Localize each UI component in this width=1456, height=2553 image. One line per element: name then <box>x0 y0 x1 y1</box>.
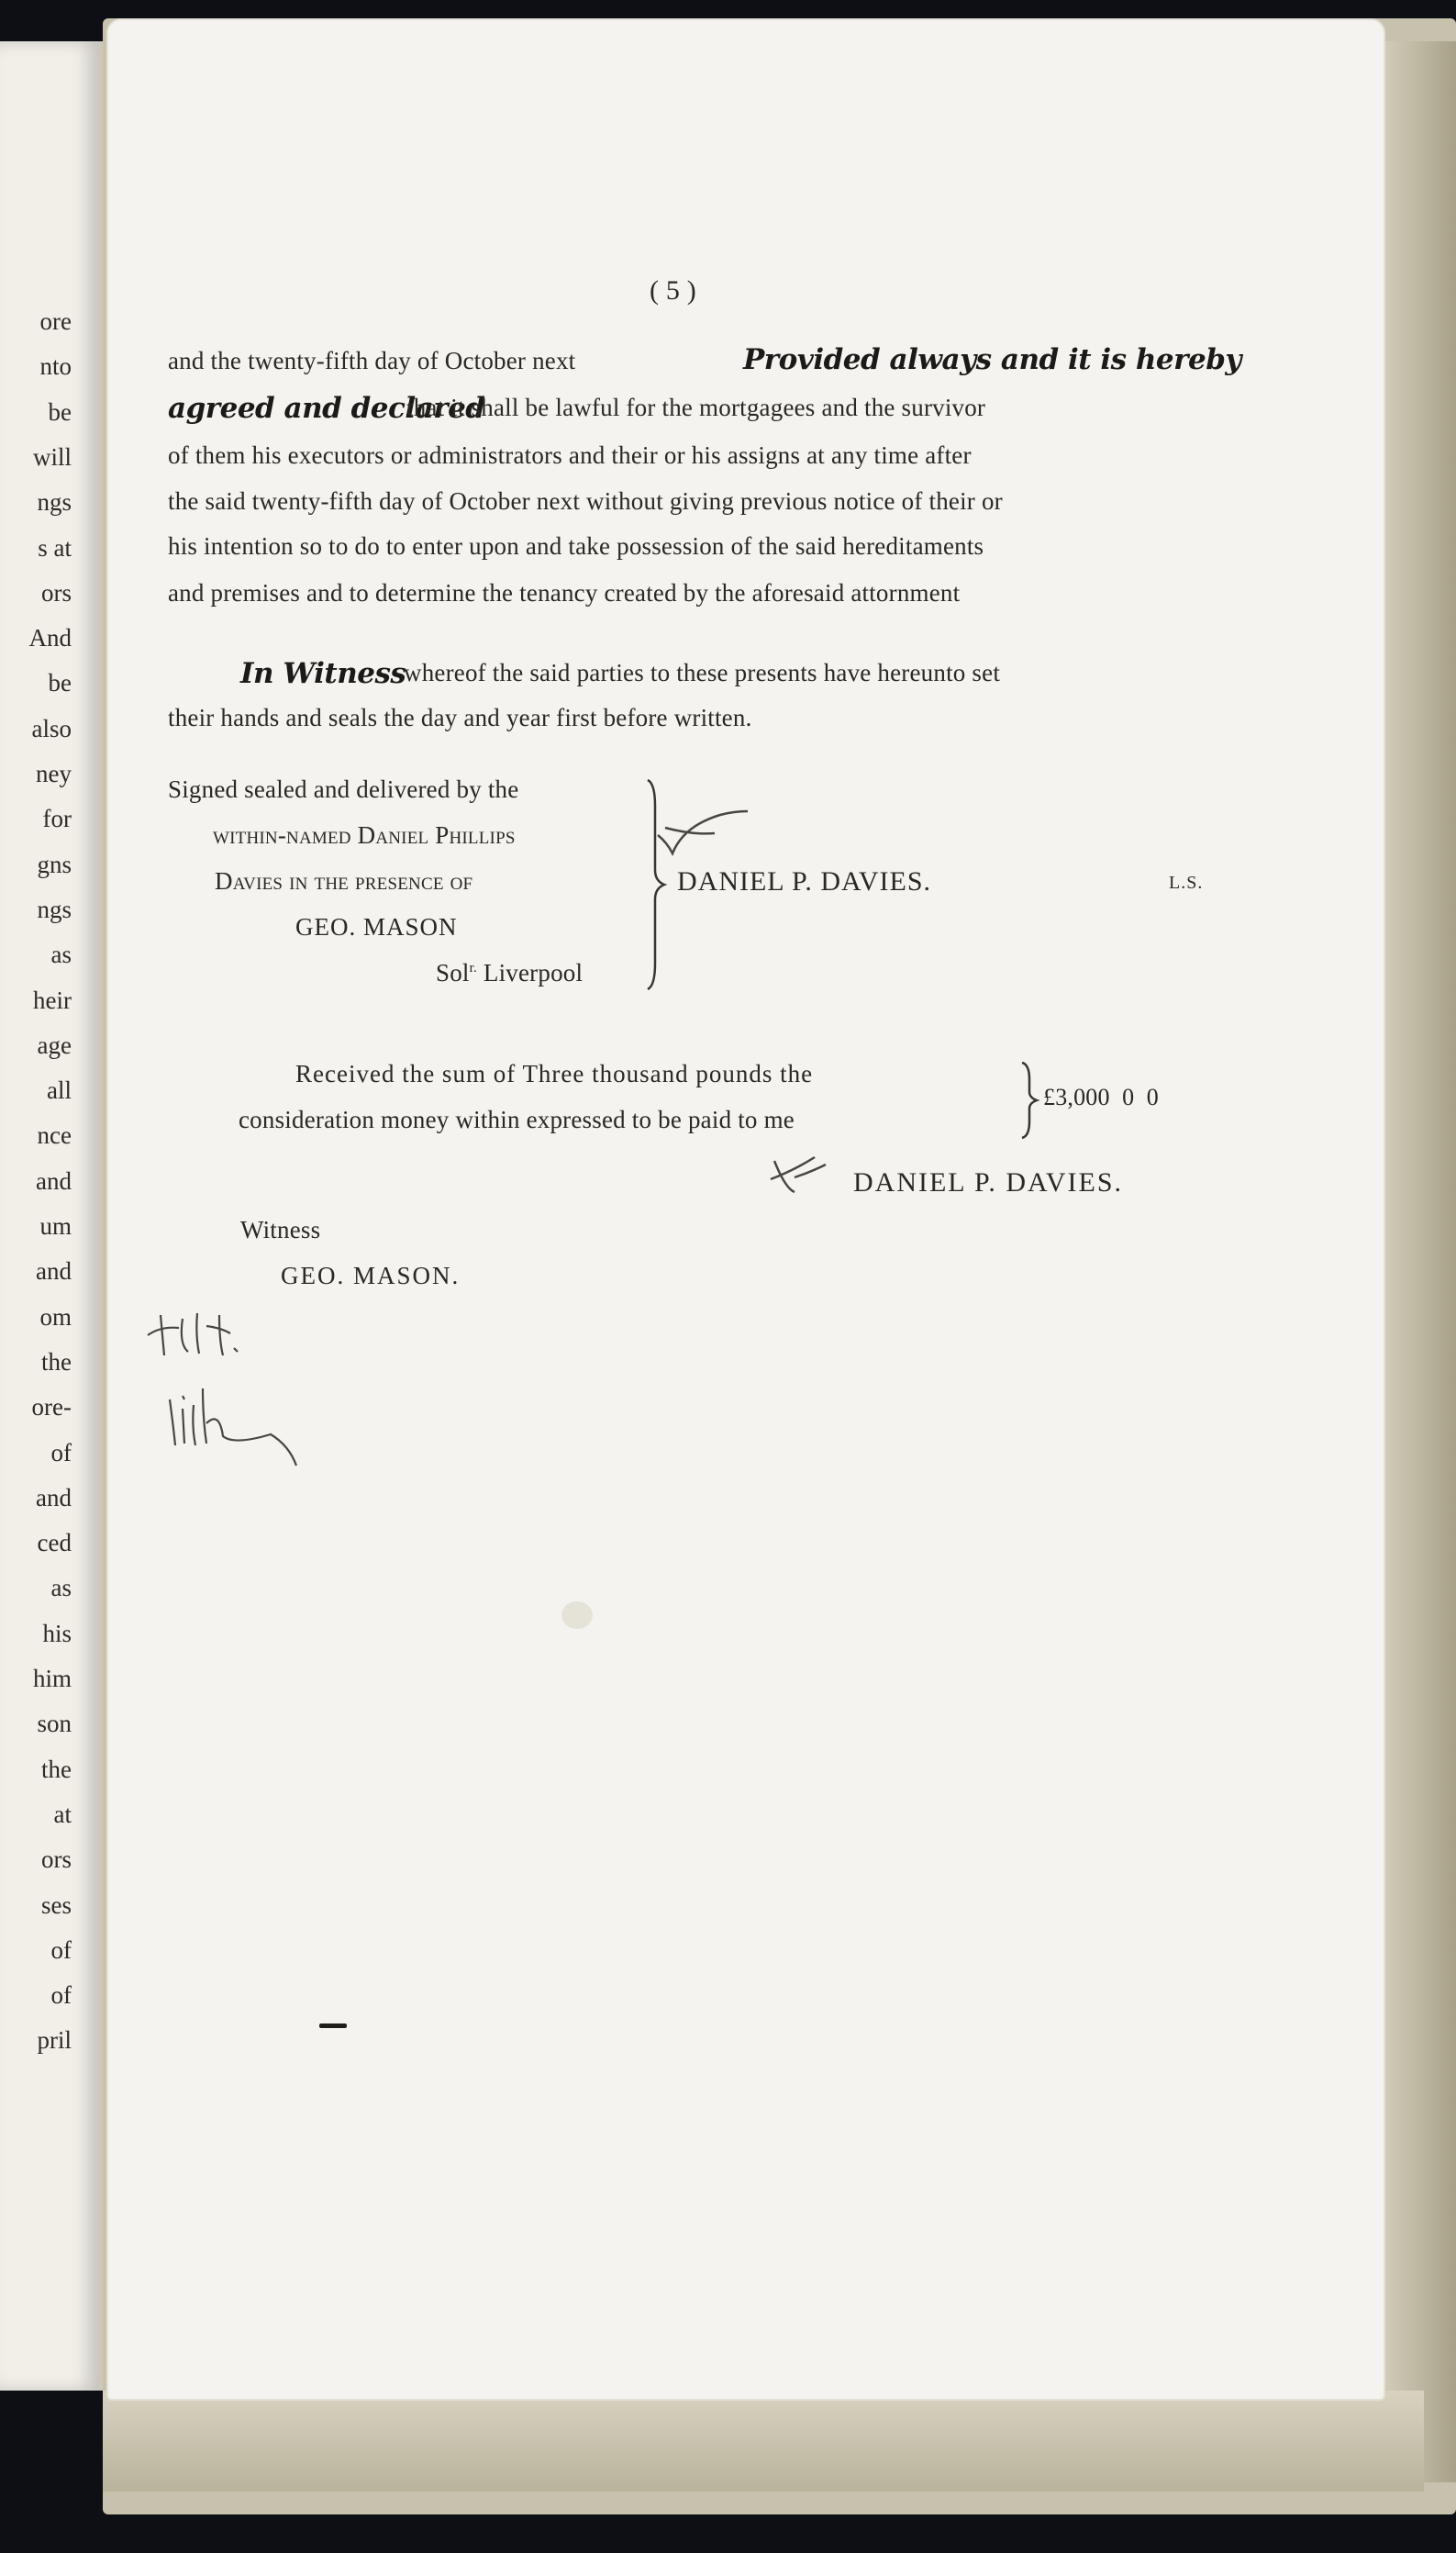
previous-page-fragment: and <box>36 1257 72 1286</box>
attestation-line: within-named Daniel Phillips <box>213 821 516 849</box>
previous-page-fragment: and <box>36 1483 72 1511</box>
previous-page-fragment: of <box>50 1935 72 1964</box>
blackletter-phrase: Provided always and it is hereby <box>743 343 1241 376</box>
previous-page-fragment: nto <box>39 352 72 381</box>
receipt-line: consideration money within expressed to be paid to me <box>239 1106 795 1133</box>
previous-page-fragment: as <box>50 1574 72 1602</box>
attestation-line: Davies in the presence of <box>215 867 473 895</box>
previous-page-fragment: the <box>41 1347 72 1376</box>
previous-page-fragment: ses <box>41 1890 72 1919</box>
previous-page-fragment: the <box>41 1755 72 1783</box>
previous-page-fragment: age <box>37 1031 72 1059</box>
previous-page-fragment: be <box>48 397 72 426</box>
signature-mark <box>656 808 757 863</box>
previous-page-fragment: ced <box>37 1529 72 1557</box>
blackletter-phrase: In Witness <box>240 657 406 690</box>
receipt-line: Received the sum of Three thousand pounds the <box>295 1060 814 1087</box>
receipt-signatory: DANIEL P. DAVIES. <box>853 1167 1124 1198</box>
body-line: their hands and seals the day and year first before written. <box>168 704 752 731</box>
previous-page-fragment: all <box>47 1076 72 1105</box>
page-edge-right <box>1376 41 1456 2482</box>
previous-page-fragment: heir <box>33 986 72 1014</box>
previous-page-fragment: ney <box>36 760 72 787</box>
body-line: whereof the said parties to these presents have hereunto set <box>404 659 1001 686</box>
previous-page-fragment: as <box>50 941 72 969</box>
previous-page-fragment: will <box>32 442 72 471</box>
previous-page-fragment: And <box>28 624 72 652</box>
body-line: of them his executors or administrators and their or his assigns at any time after <box>168 441 972 469</box>
previous-page-fragment: pril <box>37 2026 72 2055</box>
previous-page-fragment: also <box>31 714 72 742</box>
witness-name: GEO. MASON <box>295 913 458 941</box>
page-bottom-edge <box>103 2391 1424 2492</box>
receipt-amount: £3,000 0 0 <box>1043 1084 1159 1110</box>
previous-page-fragment: son <box>37 1710 72 1738</box>
previous-page-fragment: ore <box>39 307 72 335</box>
previous-page-fragment: ngs <box>37 895 72 923</box>
previous-page-fragment: him <box>32 1665 72 1692</box>
previous-page-fragment: ors <box>41 1845 72 1874</box>
body-line: that it shall be lawful for the mortgagees and the survivor <box>406 394 986 421</box>
previous-page-fragment: for <box>42 805 72 833</box>
ink-mark <box>319 2023 347 2028</box>
witness-label: Witness <box>240 1216 321 1243</box>
seal-label: L.S. <box>1169 873 1204 893</box>
previous-page-fragment: ore- <box>31 1393 72 1421</box>
receipt-brace <box>1018 1061 1046 1140</box>
previous-page-fragment: um <box>39 1212 72 1240</box>
page-blemish <box>561 1601 593 1629</box>
attestation-line: Signed sealed and delivered by the <box>168 775 519 803</box>
signature-mark <box>767 1152 831 1198</box>
witness-name: GEO. MASON. <box>281 1262 461 1289</box>
blackletter-phrase: agreed and declared <box>168 392 485 425</box>
previous-page-fragment: at <box>53 1800 72 1828</box>
witness-title: Sol$^{r.}$ Liverpool <box>436 959 584 987</box>
document-page <box>108 20 1384 2399</box>
handwritten-annotation <box>142 1308 307 1468</box>
previous-page-fragment: of <box>50 1438 72 1466</box>
previous-page-fragment: be <box>48 669 72 697</box>
page-number: ( 5 ) <box>650 275 696 306</box>
body-line: and premises and to determine the tenancy created by the aforesaid attornment <box>168 579 961 607</box>
body-line: his intention so to do to enter upon and take possession of the said hereditaments <box>168 532 984 560</box>
previous-page-fragment: of <box>50 1981 72 2010</box>
signatory-name: DANIEL P. DAVIES. <box>677 866 932 897</box>
previous-page-fragment: and <box>36 1166 72 1195</box>
previous-page-fragment: ngs <box>37 488 72 517</box>
previous-page-fragment: s at <box>38 533 72 562</box>
previous-page-fragment: gns <box>37 850 72 878</box>
previous-page-fragment: nce <box>37 1121 72 1150</box>
body-line: the said twenty-fifth day of October next without giving previous notice of their or <box>168 487 1003 515</box>
previous-page-fragment: ors <box>41 578 72 607</box>
previous-page-fragment: his <box>42 1619 72 1647</box>
body-line: and the twenty-fifth day of October next <box>168 347 576 374</box>
previous-page-fragment: om <box>39 1302 72 1331</box>
